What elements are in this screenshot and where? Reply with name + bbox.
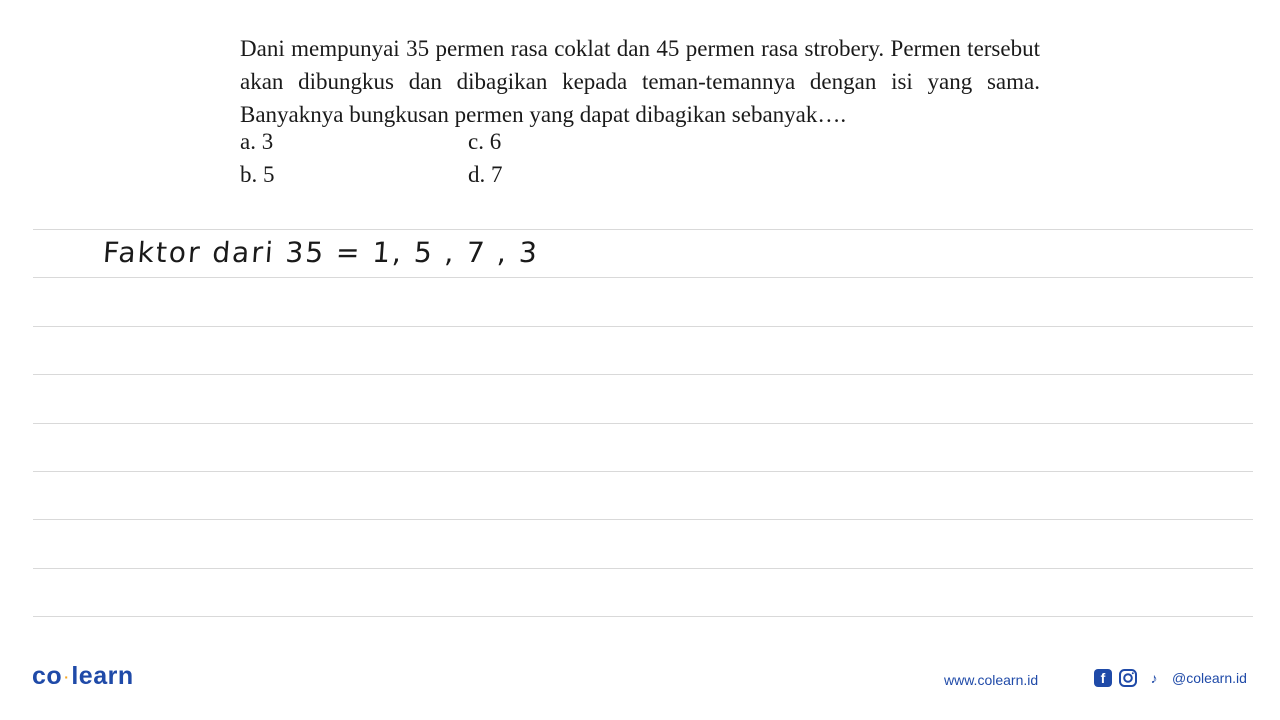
option-a: a. 3 bbox=[240, 129, 274, 154]
rule-line bbox=[33, 616, 1253, 617]
rule-line bbox=[33, 423, 1253, 424]
logo-text-left: co bbox=[32, 662, 63, 690]
handwritten-note: Faktor dari 35 = 1, 5 , 7 , 3 bbox=[101, 236, 541, 269]
rule-line bbox=[33, 471, 1253, 472]
social-handle: @colearn.id bbox=[1172, 670, 1247, 686]
facebook-icon: f bbox=[1094, 669, 1112, 687]
ruled-lines bbox=[33, 0, 1253, 720]
colearn-logo bbox=[32, 662, 134, 691]
logo-text-right: learn bbox=[71, 662, 134, 690]
rule-line bbox=[33, 519, 1253, 520]
tiktok-icon: ♪ bbox=[1150, 670, 1158, 686]
website-url: www.colearn.id bbox=[944, 672, 1039, 688]
social-links bbox=[1094, 668, 1247, 688]
option-b: b. 5 bbox=[240, 162, 275, 187]
rule-line bbox=[33, 374, 1253, 375]
instagram-icon bbox=[1118, 668, 1138, 688]
rule-line bbox=[33, 277, 1253, 278]
rule-line bbox=[33, 326, 1253, 327]
rule-line bbox=[33, 229, 1253, 230]
option-d: d. 7 bbox=[468, 162, 503, 187]
question-text: Dani mempunyai 35 permen rasa coklat dan 45 permen rasa strobery. Permen tersebut akan dibungkus dan dibagikan kepada teman-temannya dengan isi yang sama. Banyaknya bungkusan permen yang dapat dibagikan sebanyak…. bbox=[240, 36, 1040, 127]
rule-line bbox=[33, 568, 1253, 569]
logo-dot: · bbox=[64, 669, 70, 686]
option-c: c. 6 bbox=[468, 129, 502, 154]
